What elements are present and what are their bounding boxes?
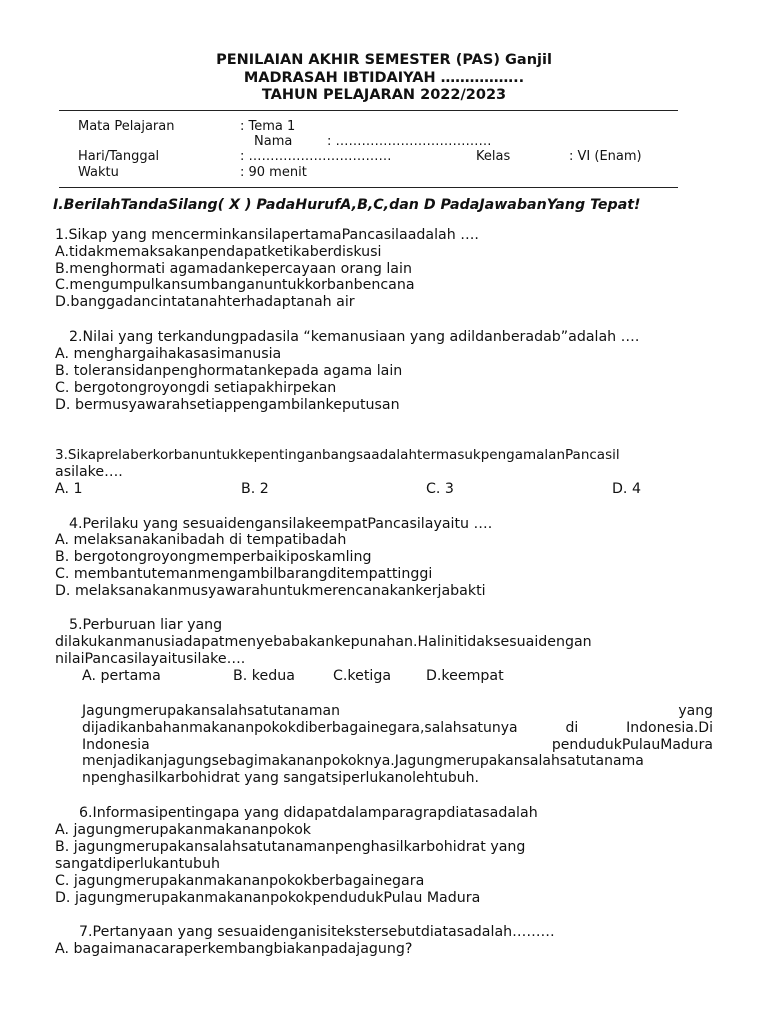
- q7-option-a: A. bagaimanacaraperkembangbiakanpadajagung?: [55, 941, 413, 957]
- passage-line-2: [82, 720, 713, 737]
- q1-option-d: D.banggadancintatanahterhadaptanah air: [55, 294, 355, 310]
- passage-text: Indonesia: [82, 737, 150, 753]
- header-bottom-divider: [59, 187, 678, 188]
- passage-line-4: menjadikanjagungsebagimakananpokoknya.Jagungmerupakansalahsatutanama: [82, 753, 644, 769]
- q1-option-c: C.mengumpulkansumbanganuntukkorbanbencana: [55, 277, 415, 293]
- passage-text: yang: [678, 703, 713, 719]
- question-2: 2.Nilai yang terkandungpadasila “kemanusiaan yang adildanberadab”adalah ….: [69, 329, 640, 345]
- q4-option-c: C. membantutemanmengambilbarangditempattinggi: [55, 566, 433, 582]
- header-top-divider: [59, 110, 678, 111]
- q1-option-a: A.tidakmemaksakanpendapatketikaberdiskusi: [55, 244, 382, 260]
- q5-option-d: D.keempat: [426, 668, 504, 684]
- subject-value: : Tema 1: [240, 119, 296, 134]
- class-value: : VI (Enam): [569, 149, 642, 164]
- school-name: MADRASAH IBTIDAIYAH ……………..: [243, 70, 525, 86]
- question-6: 6.Informasipentingapa yang didapatdalamparagrapdiatasadalah: [79, 805, 538, 821]
- passage-line-1: [82, 703, 713, 720]
- q3-option-c: C. 3: [426, 481, 454, 497]
- q6-option-b-line-1: B. jagungmerupakansalahsatutanamanpenghasilkarbohidrat yang: [55, 839, 526, 855]
- passage-text: Jagungmerupakansalahsatutanaman: [82, 703, 340, 719]
- passage-line-3: [82, 737, 713, 754]
- date-label: Hari/Tanggal: [78, 149, 160, 164]
- q6-option-c: C. jagungmerupakanmakananpokokberbagainegara: [55, 873, 425, 889]
- class-label: Kelas: [476, 149, 511, 164]
- question-3-line-2: asilake….: [55, 464, 123, 480]
- question-1: 1.Sikap yang mencerminkansilapertamaPancasilaadalah ….: [55, 227, 479, 243]
- question-3-line-1: 3.SikaprelaberkorbanuntukkepentinganbangsaadalahtermasukpengamalanPancasil: [55, 447, 620, 463]
- q5-option-b: B. kedua: [233, 668, 295, 684]
- passage-text: Indonesia.Di: [626, 720, 713, 736]
- section-instruction: I.BerilahTandaSilang( X ) PadaHurufA,B,C,dan D PadaJawabanYang Tepat!: [53, 197, 641, 213]
- q2-option-a: A. menghargaihakasasimanusia: [55, 346, 282, 362]
- time-label: Waktu: [78, 165, 119, 180]
- passage-text: pendudukPulauMadura: [551, 737, 713, 753]
- exam-title: PENILAIAN AKHIR SEMESTER (PAS) Ganjil: [216, 52, 552, 68]
- q1-option-b: B.menghormati agamadankepercayaan orang lain: [55, 261, 412, 277]
- question-4: 4.Perilaku yang sesuaidengansilakeempatPancasilayaitu ….: [69, 516, 493, 532]
- q3-option-d: D. 4: [612, 481, 641, 497]
- q5-option-a: A. pertama: [82, 668, 161, 684]
- passage-line-5: npenghasilkarbohidrat yang sangatsiperlukanolehtubuh.: [82, 770, 479, 786]
- q6-option-a: A. jagungmerupakanmakananpokok: [55, 822, 311, 838]
- q4-option-d: D. melaksanakanmusyawarahuntukmerencanakankerjabakti: [55, 583, 486, 599]
- q2-option-b: B. toleransidanpenghormatankepada agama lain: [55, 363, 403, 379]
- q6-option-b-line-2: sangatdiperlukantubuh: [55, 856, 220, 872]
- date-field: : ……………………………: [240, 149, 392, 164]
- passage-text: di: [565, 720, 579, 736]
- name-label: Nama: [254, 134, 293, 149]
- question-7: 7.Pertanyaan yang sesuaidenganisitekstersebutdiatasadalah………: [79, 924, 555, 940]
- q3-option-b: B. 2: [241, 481, 269, 497]
- q5-option-c: C.ketiga: [333, 668, 392, 684]
- time-value: : 90 menit: [240, 165, 307, 180]
- q6-option-d: D. jagungmerupakanmakananpokokpendudukPulau Madura: [55, 890, 481, 906]
- q2-option-c: C. bergotongroyongdi setiapakhirpekan: [55, 380, 337, 396]
- question-5-line-2: dilakukanmanusiadapatmenyebabakankepunahan.Halinitidaksesuaidengan: [55, 634, 592, 650]
- passage-text: dijadikanbahanmakananpokokdiberbagainegara,salahsatunya: [82, 720, 518, 736]
- q4-option-b: B. bergotongroyongmemperbaikiposkamling: [55, 549, 372, 565]
- q4-option-a: A. melaksanakanibadah di tempatibadah: [55, 532, 347, 548]
- question-5-line-1: 5.Perburuan liar yang: [69, 617, 223, 633]
- academic-year: TAHUN PELAJARAN 2022/2023: [261, 87, 507, 103]
- question-5-line-3: nilaiPancasilayaitusilake….: [55, 651, 246, 667]
- q3-option-a: A. 1: [55, 481, 83, 497]
- name-field: : ………………………………: [327, 134, 492, 149]
- q2-option-d: D. bermusyawarahsetiappengambilankeputusan: [55, 397, 400, 413]
- subject-label: Mata Pelajaran: [78, 119, 175, 134]
